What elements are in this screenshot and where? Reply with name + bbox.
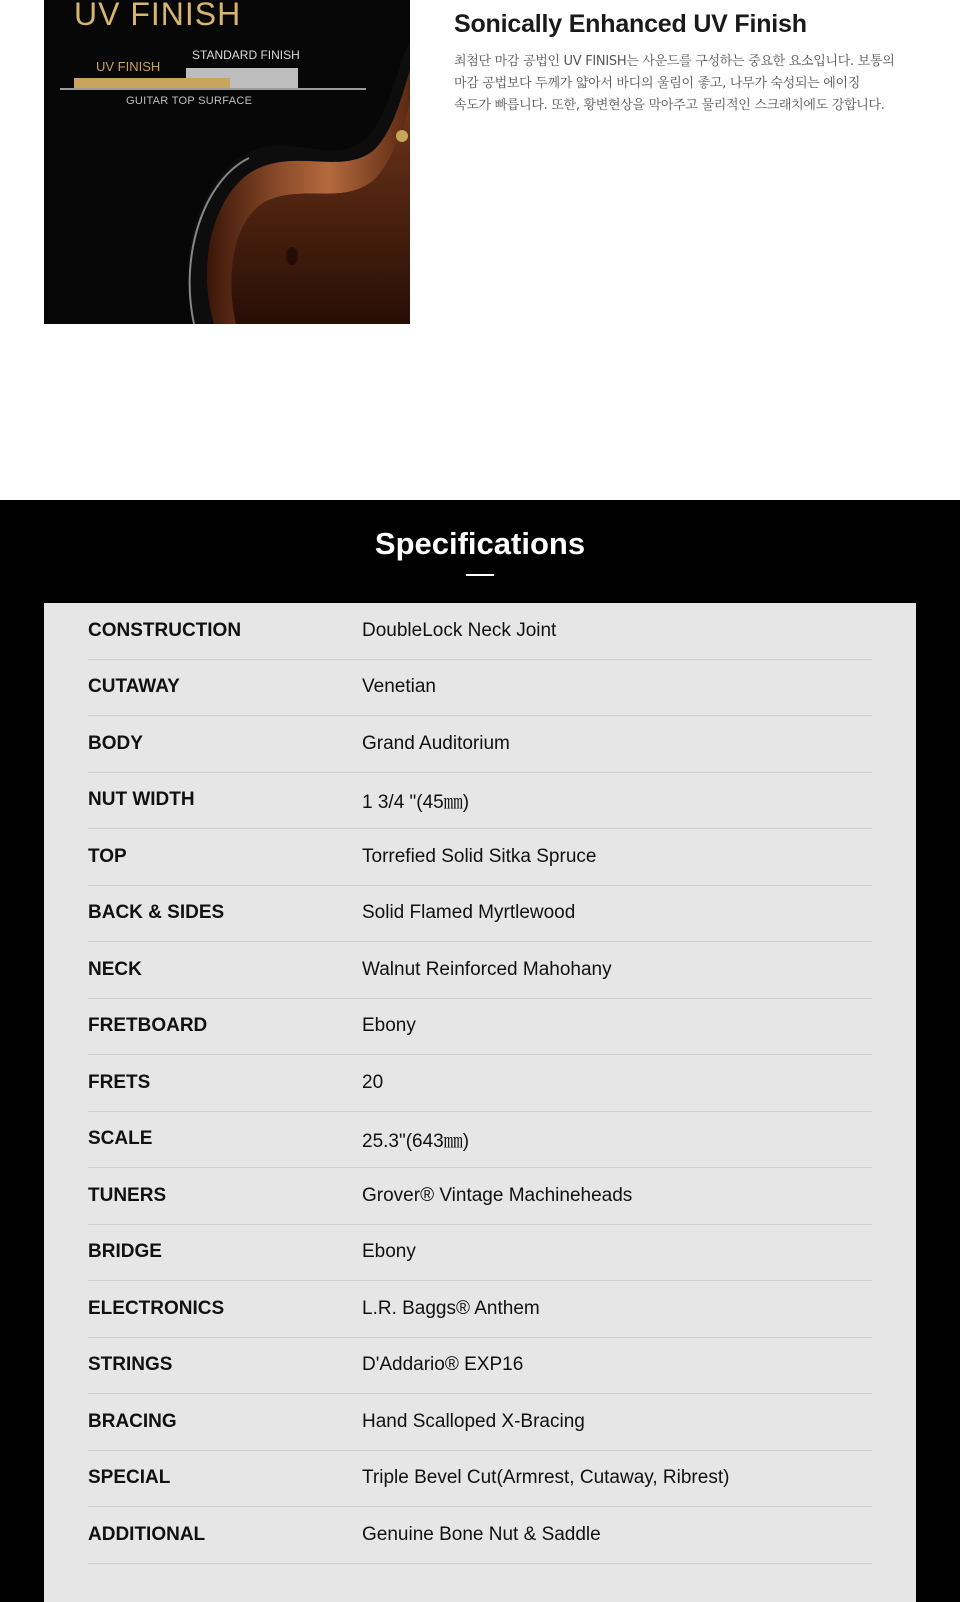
spec-label: CUTAWAY [88,676,180,698]
spec-value: Ebony [362,1241,416,1263]
spec-value: L.R. Baggs® Anthem [362,1297,540,1319]
spec-label: NECK [88,958,142,980]
spec-row [88,886,872,943]
spec-label: ELECTRONICS [88,1297,225,1319]
spec-row [88,1394,872,1451]
spec-label: SCALE [88,1128,153,1150]
spec-value: Torrefied Solid Sitka Spruce [362,845,597,867]
spec-row [88,660,872,717]
spec-row [88,942,872,999]
spec-label: CONSTRUCTION [88,619,242,641]
spec-value: Walnut Reinforced Mahohany [362,958,612,980]
spec-label: NUT WIDTH [88,789,195,811]
title-underline [466,574,494,576]
spec-value: 1 3/4 "(45㎜) [362,791,470,813]
spec-value: Solid Flamed Myrtlewood [362,902,576,924]
spec-value: 25.3"(643㎜) [362,1130,470,1152]
spec-row [88,1225,872,1282]
spec-label: TUNERS [88,1184,167,1206]
spec-row [88,1055,872,1112]
spec-label: BODY [88,732,143,754]
spec-label: TOP [88,845,127,867]
feature-text [454,10,924,117]
spec-value: Grand Auditorium [362,732,510,754]
uv-finish-image [44,0,410,324]
feature-description-line: 속도가 빠릅니다. 또한, 황변현상을 막아주고 물리적인 스크래치에도 강합니다. [454,98,885,113]
feature-title: Sonically Enhanced UV Finish [454,10,807,38]
spec-row [88,1507,872,1564]
spec-row [88,603,872,660]
uv-finish-bar [74,78,230,88]
spec-row [88,829,872,886]
spec-row [88,1451,872,1508]
spec-value: DoubleLock Neck Joint [362,619,557,641]
spec-value: Hand Scalloped X-Bracing [362,1410,585,1432]
specifications-panel [44,603,916,1602]
spec-row [88,999,872,1056]
feature-description-line: 마감 공법보다 두께가 얇아서 바디의 울림이 좋고, 나무가 숙성되는 에이징 [454,76,861,91]
spec-label: BRIDGE [88,1241,162,1263]
spec-value: 20 [362,1071,384,1093]
spec-row [88,773,872,830]
spec-value: Grover® Vintage Machineheads [362,1184,633,1206]
spec-label: ADDITIONAL [88,1523,206,1545]
spec-value: Genuine Bone Nut & Saddle [362,1523,601,1545]
uv-finish-label: UV FINISH [96,59,161,74]
specifications-title: Specifications [374,526,586,561]
spec-row [88,1281,872,1338]
spec-row [88,716,872,773]
spec-label: FRETS [88,1071,151,1093]
spec-value: Ebony [362,1015,416,1037]
guitar-top-surface-label: GUITAR TOP SURFACE [126,95,253,107]
spec-value: Triple Bevel Cut(Armrest, Cutaway, Ribrest) [362,1467,730,1489]
spec-table [88,603,872,1564]
spec-label: STRINGS [88,1354,173,1376]
feature-section [0,0,960,500]
spec-row [88,1168,872,1225]
standard-finish-label: STANDARD FINISH [192,48,300,62]
guitar-top-surface-line [60,88,366,90]
spec-row [88,1338,872,1395]
spec-label: BRACING [88,1410,177,1432]
specifications-section [0,500,960,1602]
spec-row [88,1112,872,1169]
spec-label: SPECIAL [88,1467,171,1489]
spec-value: D'Addario® EXP16 [362,1354,524,1376]
spec-label: BACK & SIDES [88,902,225,924]
feature-description [454,51,924,117]
feature-description-line: 최첨단 마감 공법인 UV FINISH는 사운드를 구성하는 중요한 요소입니다. 보통의 [454,54,895,69]
spec-label: FRETBOARD [88,1015,208,1037]
uv-finish-image-title: UV FINISH [74,0,242,32]
spec-value: Venetian [362,676,436,698]
